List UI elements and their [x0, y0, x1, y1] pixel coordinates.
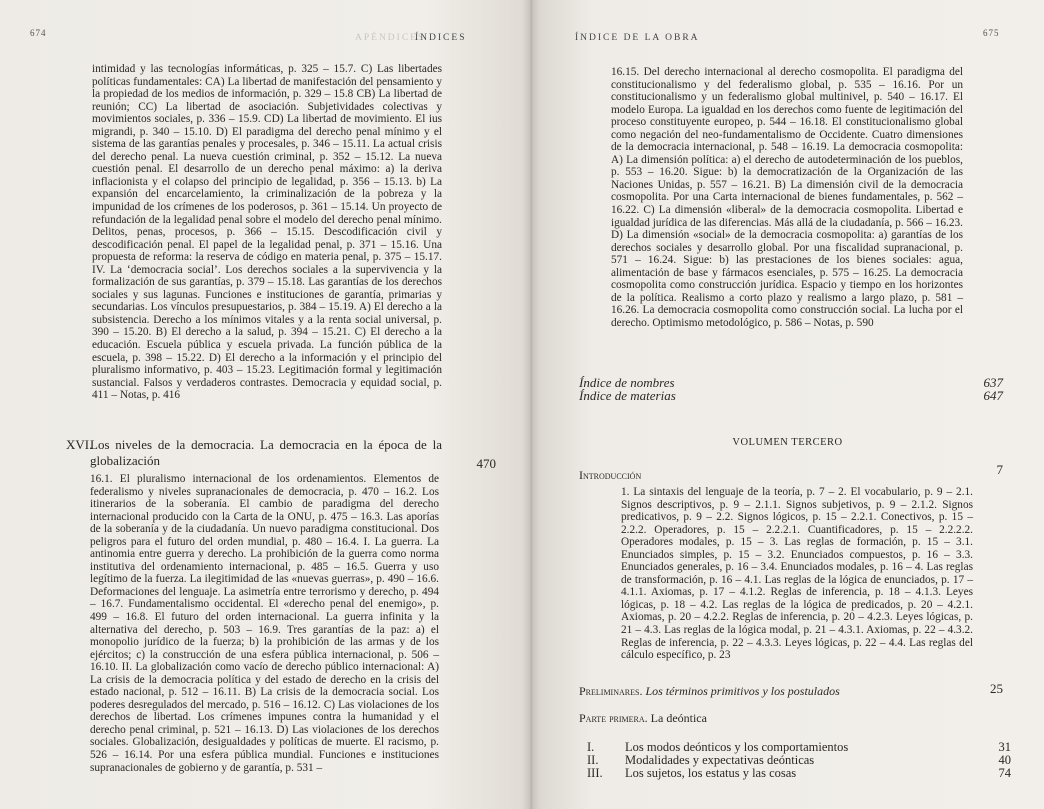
index-subjects-label: Índice de materias: [579, 388, 676, 403]
section-page: 470: [476, 456, 496, 471]
bleed-through-head: APÉNDICES: [355, 33, 426, 43]
chapter-title: Los modos deónticos y los comportamientos: [625, 740, 849, 754]
page-number: 675: [983, 28, 1000, 38]
part-title: La deóntica: [650, 711, 707, 725]
part-label: Parte primera.: [579, 711, 648, 725]
chapter-page: 40: [998, 753, 1011, 767]
chapter-page: 74: [998, 766, 1011, 780]
running-head: ÍNDICES: [415, 33, 467, 43]
section-xvi-text: 16.1. El pluralismo internacional de los ordenamientos. Elementos de federalismo y niveles supranacionales de democracia, p. 470 – 16.2. Los itinerarios de la soberanía. El cambio de paradigma del derecho internacional producido con la Carta de la ONU, p. 475 – 16.3. Las aporías de la soberanía y de la ciudadanía. Un nuevo paradigma constitucional. Dos peligros para el futuro del orden mundial, p. 480 – 16.4. I. La guerra. La antinomia entre guerra y derecho. La prohibición de la guerra como norma institutiva del ordenamiento internacional, p. 485 – 16.5. Guerra y uso legítimo de la fuerza. La ilegitimidad de las «nuevas guerras», p. 490 – 16.6. Deformaciones del lenguaje. La asimetría entre terrorismo y derecho, p. 494 – 16.7. Fundamentalismo occidental. El «derecho penal del enemigo», p. 499 – 16.8. El futuro del orden internacional. La guerra infinita y la alternativa del derecho, p. 503 – 16.9. Tres garantías de la paz: a) el monopolio jurídico de la fuerza; b) la prohibición de las armas y de los ejércitos; c) la construcción de una esfera pública internacional, p. 506 – 16.10. II. La globalización como vacío de derecho público internacional: A) La crisis de la democracia política y del estado de derecho en la crisis del estado nacional, p. 512 – 16.11. B) La crisis de la democracia social. Los poderes desregulados del mercado, p. 516 – 16.12. C) Las violaciones de los derechos de libertad. Los crímenes impunes contra la humanidad y el derecho penal criminal, p. 521 – 16.13. D) Las violaciones de los derechos sociales. Globalización, desigualdades y políticas de muerte. El racismo, p. 526 – 16.14. Por una esfera pública mundial. Funciones e instituciones supranacionales de gobierno y de garantía, p. 531 –: [90, 473, 439, 774]
introduction-text: 1. La sintaxis del lenguaje de la teoría, p. 7 – 2. El vocabulario, p. 9 – 2.1. Signos descriptivos, p. 9 – 2.1.1. Signos subjetivos, p. 9 – 2.1.2. Signos predicativos, p. 9 – 2.2. Signos lógicos, p. 15 – 2.2.1. Conectivos, p. 15 – 2.2.2. Operadores, p. 15 – 2.2.2.1. Cuantificadores, p. 15 – 2.2.2.2. Operadores modales, p. 15 – 3. Las reglas de formación, p. 15 – 3.1. Enunciados simples, p. 15 – 3.2. Enunciados compuestos, p. 16 – 3.3. Enunciados generales, p. 16 – 3.4. Enunciados modales, p. 16 – 4. Las reglas de transformación, p. 16 – 4.1. Las reglas de la lógica de enunciados, p. 17 – 4.1.1. Axiomas, p. 17 – 4.1.2. Reglas de inferencia, p. 18 – 4.1.3. Leyes lógicas, p. 18 – 4.2. Las reglas de la lógica de predicados, p. 20 – 4.2.1. Axiomas, p. 20 – 4.2.2. Reglas de inferencia, p. 20 – 4.2.3. Leyes lógicas, p. 21 – 4.3. Las reglas de la lógica modal, p. 21 – 4.3.1. Axiomas, p. 22 – 4.3.2. Reglas de inferencia, p. 22 – 4.3.3. Leyes lógicas, p. 22 – 4.4. Las reglas del cálculo específico, p. 23: [621, 486, 973, 662]
index-names-page: 637: [983, 375, 1003, 390]
chapter-page: 31: [998, 740, 1011, 754]
chapter-number: II.: [587, 753, 599, 767]
section-title: Los niveles de la democracia. La democracia en la época de la globalización: [90, 437, 442, 468]
preliminares-label: Preliminares.: [579, 684, 643, 698]
running-head: ÍNDICE DE LA OBRA: [575, 33, 700, 43]
index-names-label: Índice de nombres: [579, 375, 675, 390]
introduction-page: 7: [996, 462, 1003, 477]
index-of-subjects: [579, 388, 1003, 404]
preliminares-heading: [579, 681, 1003, 699]
book-gutter-shadow: [522, 0, 540, 809]
chapter-number: III.: [587, 766, 603, 780]
chapter-title: Los sujetos, los estatus y las cosas: [625, 766, 797, 780]
page-number: 674: [30, 28, 47, 38]
volume-heading: VOLUMEN TERCERO: [732, 437, 843, 448]
continued-section-text: 16.15. Del derecho internacional al derecho cosmopolita. El paradigma del constitucionalismo y del federalismo global, p. 535 – 16.16. Por un constitucionalismo y un federalismo global multinivel, p. 540 – 16.17. El modelo Europa. La igualdad en los derechos como fuente de legitimación del proceso constituyente europeo, p. 544 – 16.18. El constitucionalismo global como negación del neo-fundamentalismo de Occidente. Cuatro dimensiones de la democracia internacional, p. 548 – 16.19. La democracia cosmopolita: A) La dimensión política: a) el derecho de autodeterminación de los pueblos, p. 553 – 16.20. Sigue: b) la democratización de la Organización de las Naciones Unidas, p. 557 – 16.21. B) La dimensión civil de la democracia cosmopolita. Por una Carta internacional de bienes fundamentales, p. 562 – 16.22. C) La dimensión «liberal» de la democracia cosmopolita. Libertad e igualdad jurídica de las diferencias. Más allá de la ciudadanía, p. 566 – 16.23. D) La dimensión «social» de la democracia cosmopolita: a) garantías de los derechos sociales y desarrollo global. Por una fiscalidad supranacional, p. 571 – 16.24. Sigue: b) las prestaciones de los bienes sociales: agua, alimentación de base y fármacos esenciales, p. 575 – 16.25. La democracia cosmopolita como construcción jurídica. Espacio y tiempo en los horizontes de la política. Realismo a corto plazo y realismo a largo plazo, p. 581 – 16.26. La democracia cosmopolita como construcción social. La lucha por el derecho. Optimismo metodológico, p. 586 – Notas, p. 590: [611, 66, 963, 329]
continued-section-text: intimidad y las tecnologías informáticas, p. 325 – 15.7. C) Las libertades políticas fundamentales: CA) La libertad de manifestación del pensamiento y la propiedad de los medios de información, p. 329 – 15.8 CB) La libertad de reunión; CC) La libertad de asociación. Subjetividades colectivas y movimientos sociales, p. 336 – 15.9. CD) La libertad de movimiento. El ius migrandi, p. 340 – 15.10. D) El paradigma del derecho penal mínimo y el sistema de las garantías penales y procesales, p. 346 – 15.11. La actual crisis del derecho penal. La nueva cuestión criminal, p. 352 – 15.12. La nueva cuestión penal. El desarrollo de un derecho penal máximo: a) la deriva inflacionista y el colapso del principio de legalidad, p. 356 – 15.13. b) La expansión del encarcelamiento, la criminalización de la pobreza y la impunidad de los crímenes de los poderosos, p. 361 – 15.14. Un proyecto de refundación de la legalidad penal sobre el modelo del derecho penal mínimo. Delitos, penas, procesos, p. 366 – 15.15. Descodificación civil y descodificación penal. El papel de la legalidad penal, p. 371 – 15.16. Una propuesta de reforma: la reserva de código en materia penal, p. 375 – 15.17. IV. La ‘democracia social’. Los derechos sociales a la supervivencia y la formalización de sus garantías, p. 379 – 15.18. Las garantías de los derechos sociales y sus lagunas. Funciones e instituciones de garantía, primarias y secundarias. Los vínculos presupuestarios, p. 384 – 15.19. A) El derecho a la subsistencia. Derecho a los mínimos vitales y a la renta social universal, p. 390 – 15.20. B) El derecho a la salud, p. 394 – 15.21. C) El derecho a la educación. Escuela pública y escuela privada. La función pública de la escuela, p. 398 – 15.22. D) El derecho a la información y el principio del pluralismo informativo, p. 403 – 15.23. Legitimación formal y legitimación sustancial. Falsos y verdaderos contrastes. Democracia y equidad social, p. 411 – Notas, p. 416: [92, 63, 442, 402]
chapter-title: Modalidades y expectativas deónticas: [625, 753, 815, 767]
introduction-heading: [579, 462, 1003, 483]
section-number: XVI.: [66, 437, 93, 452]
part-one-heading: [579, 711, 1003, 726]
chapter-number: I.: [587, 740, 595, 754]
introduction-label: Introducción: [579, 468, 642, 482]
preliminares-page: 25: [990, 681, 1003, 696]
index-subjects-page: 647: [983, 388, 1003, 403]
preliminares-title: Los términos primitivos y los postulados: [645, 684, 840, 698]
right-page: [531, 0, 1044, 809]
